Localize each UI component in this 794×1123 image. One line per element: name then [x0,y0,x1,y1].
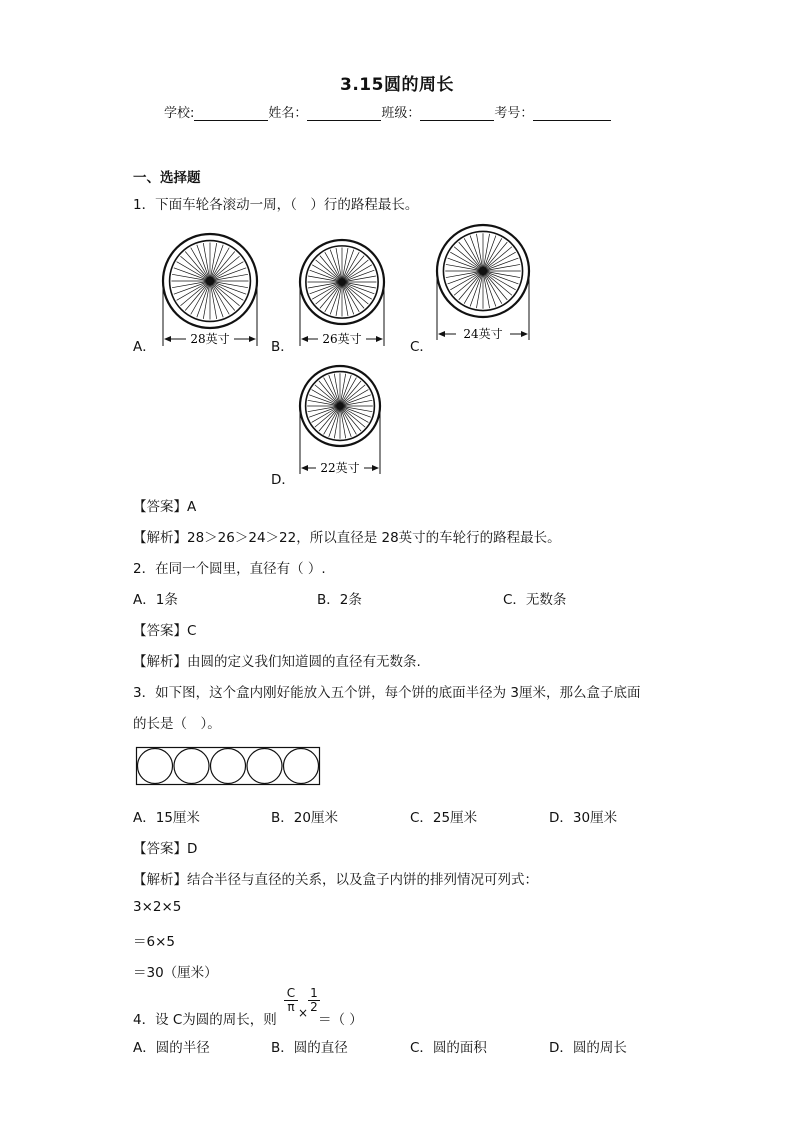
fraction-denominator: 2 [308,1000,320,1014]
q1-option-b-letter[interactable]: B． [271,339,294,355]
q4-fraction-c-over-pi [284,986,298,1014]
q3-calc-line3: ＝30（厘米） [133,965,218,981]
cake-circle [247,749,282,784]
q3-stem-line2: 的长是（ ）。 [133,716,221,732]
cake-circle [138,749,173,784]
q2-option-b[interactable]: B．2条 [317,592,362,608]
q1-stem: 1．下面车轮各滚动一周，（ ）行的路程最长。 [133,197,419,213]
cake-circle [211,749,246,784]
exam-no-blank[interactable] [533,106,611,121]
q2-option-a[interactable]: A．1条 [133,592,178,608]
name-label: 姓名： [268,106,308,121]
wheel-d-label: 22英寸 [320,461,360,475]
q3-option-d[interactable]: D．30厘米 [549,810,618,826]
q4-stem-prefix: 4．设 C为圆的周长，则 [133,1012,277,1028]
exam-no-label: 考号： [494,106,534,121]
q4-stem-suffix: ＝（ ） [318,1012,363,1028]
q3-option-c[interactable]: C．25厘米 [410,810,478,826]
q2-stem: 2．在同一个圆里，直径有（ ）. [133,561,326,577]
wheel-b-label: 26英寸 [322,332,362,346]
q3-stem-line1: 3．如下图，这个盒内刚好能放入五个饼，每个饼的底面半径为 3厘米，那么盒子底面 [133,685,641,701]
fraction-denominator: π [284,1000,298,1014]
q1-option-d-letter[interactable]: D． [271,472,295,488]
cake-circle [284,749,319,784]
cake-circle [174,749,209,784]
q2-analysis: 【解析】由圆的定义我们知道圆的直径有无数条. [133,654,421,670]
q4-option-c[interactable]: C．圆的面积 [410,1040,487,1056]
wheel-icon [300,240,384,324]
box-outline [137,748,320,785]
student-info-row [164,102,611,121]
q1-option-c-letter[interactable]: C． [410,339,433,355]
wheel-b-figure [290,236,400,351]
q3-analysis: 【解析】结合半径与直径的关系，以及盒子内饼的排列情况可列式： [133,872,538,888]
q3-option-b[interactable]: B．20厘米 [271,810,338,826]
fraction-numerator: 1 [310,986,318,1000]
q4-option-d[interactable]: D．圆的周长 [549,1040,627,1056]
wheel-icon [163,234,257,328]
wheel-c-label: 24英寸 [463,327,503,341]
q1-analysis: 【解析】28＞26＞24＞22，所以直径是 28英寸的车轮行的路程最长。 [133,530,561,546]
wheel-icon [300,366,380,446]
section-heading: 一、选择题 [133,170,201,186]
class-label: 班级： [381,106,421,121]
wheel-a-figure [150,228,275,353]
cake-box-figure [136,747,322,787]
q3-option-a[interactable]: A．15厘米 [133,810,200,826]
q3-calc-line1: 3×2×5 [133,899,182,915]
q3-answer: 【答案】D [133,841,198,857]
name-blank[interactable] [307,106,381,121]
q1-answer: 【答案】A [133,499,197,515]
q4-option-b[interactable]: B．圆的直径 [271,1040,348,1056]
school-blank[interactable] [194,106,268,121]
q3-calc-line2: ＝6×5 [133,934,175,950]
q4-option-a[interactable]: A．圆的半径 [133,1040,210,1056]
fraction-numerator: C [286,986,296,1000]
wheel-icon [437,225,529,317]
page-title: 3.15圆的周长 [340,75,454,95]
school-label: 学校: [164,106,195,121]
class-blank[interactable] [420,106,494,121]
q4-times-sign: × [298,1006,309,1020]
q1-option-a-letter[interactable]: A． [133,339,156,355]
q2-option-c[interactable]: C．无数条 [503,592,567,608]
q2-answer: 【答案】C [133,623,197,639]
wheel-c-figure [430,222,535,347]
wheel-d-figure [290,362,390,477]
wheel-a-label: 28英寸 [190,332,230,346]
